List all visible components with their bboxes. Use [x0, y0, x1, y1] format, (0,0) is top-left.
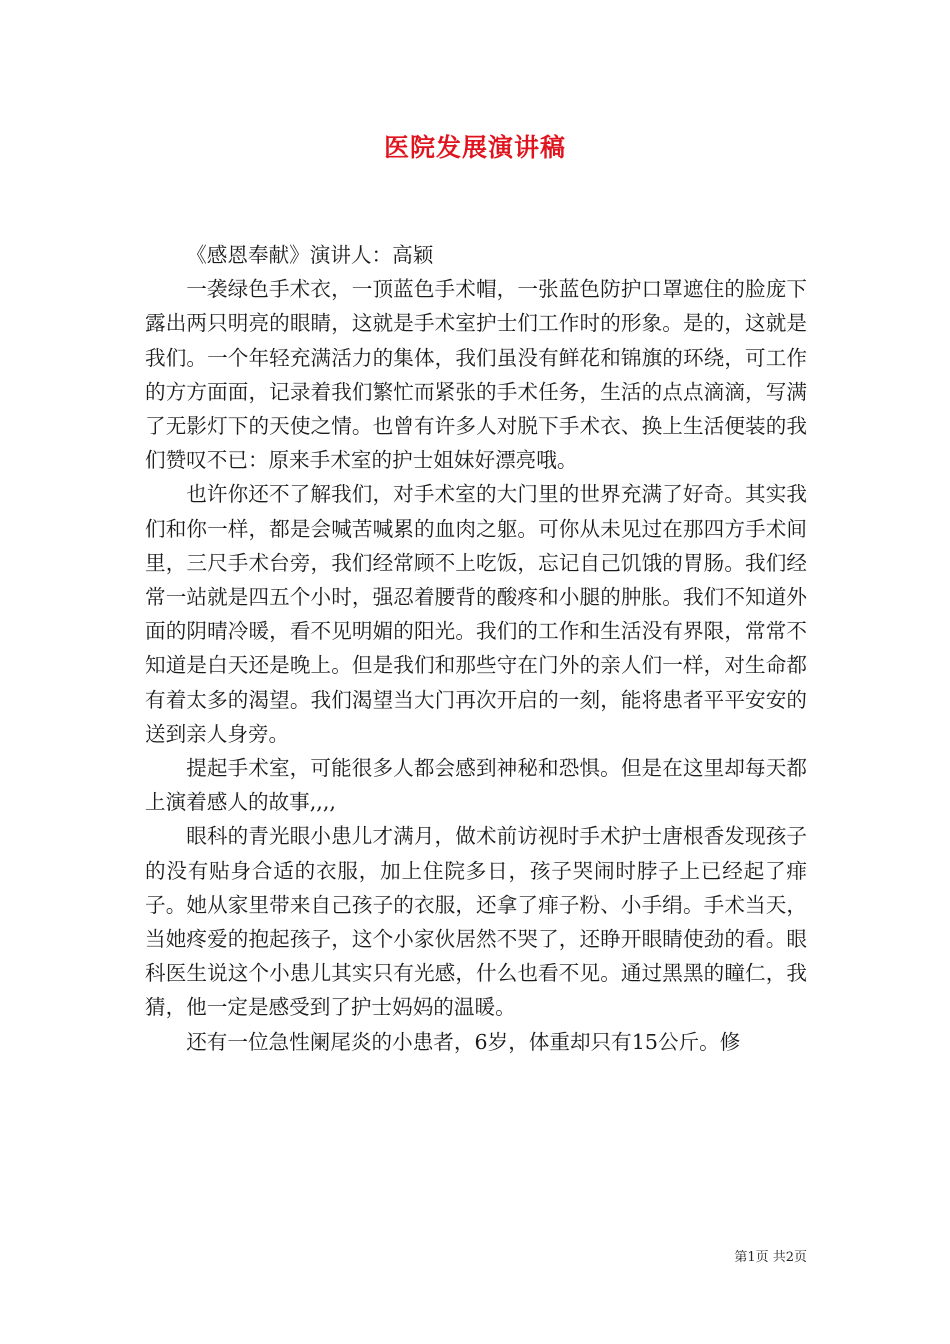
- document-body: [145, 238, 807, 1059]
- paragraph: 提起手术室，可能很多人都会感到神秘和恐惧。但是在这里却每天都上演着感人的故事,,,,: [145, 756, 807, 815]
- paragraph: 还有一位急性阑尾炎的小患者，6岁，体重却只有15公斤。修: [186, 1029, 741, 1054]
- page-title: 医院发展演讲稿: [383, 133, 566, 162]
- speech-header: 《感恩奉献》演讲人：高颖: [186, 243, 434, 267]
- paragraph: 眼科的青光眼小患儿才满月，做术前访视时手术护士唐根香发现孩子的没有贴身合适的衣服，加上住院多日，孩子哭闹时脖子上已经起了痱子。她从家里带来自己孩子的衣服，还拿了痱子粉、小手绢。手术当天，当她疼爱的抱起孩子，这个小家伙居然不哭了，还睁开眼睛使劲的看。眼科医生说这个小患儿其实只有光感，什么也看不见。通过黑黑的瞳仁，我猜，他一定是感受到了护士妈妈的温暖。: [145, 824, 807, 1020]
- paragraph: 一袭绿色手术衣，一顶蓝色手术帽，一张蓝色防护口罩遮住的脸庞下露出两只明亮的眼睛，这就是手术室护士们工作时的形象。是的，这就是我们。一个年轻充满活力的集体，我们虽没有鲜花和锦旗的环绕，可工作的方方面面，记录着我们繁忙而紧张的手术任务，生活的点点滴滴，写满了无影灯下的天使之情。也曾有许多人对脱下手术衣、换上生活便装的我们赞叹不已：原来手术室的护士姐妹好漂亮哦。: [145, 277, 807, 473]
- paragraph: 也许你还不了解我们，对手术室的大门里的世界充满了好奇。其实我们和你一样，都是会喊苦喊累的血肉之躯。可你从未见过在那四方手术间里，三尺手术台旁，我们经常顾不上吃饭，忘记自己饥饿的胃肠。我们经常一站就是四五个小时，强忍着腰背的酸疼和小腿的肿胀。我们不知道外面的阴晴冷暖，看不见明媚的阳光。我们的工作和生活没有界限，常常不知道是白天还是晚上。但是我们和那些守在门外的亲人们一样，对生命都有着太多的渴望。我们渴望当大门再次开启的一刻，能将患者平平安安的送到亲人身旁。: [145, 482, 807, 746]
- page-number-footer: 第1页 共2页: [734, 1250, 807, 1265]
